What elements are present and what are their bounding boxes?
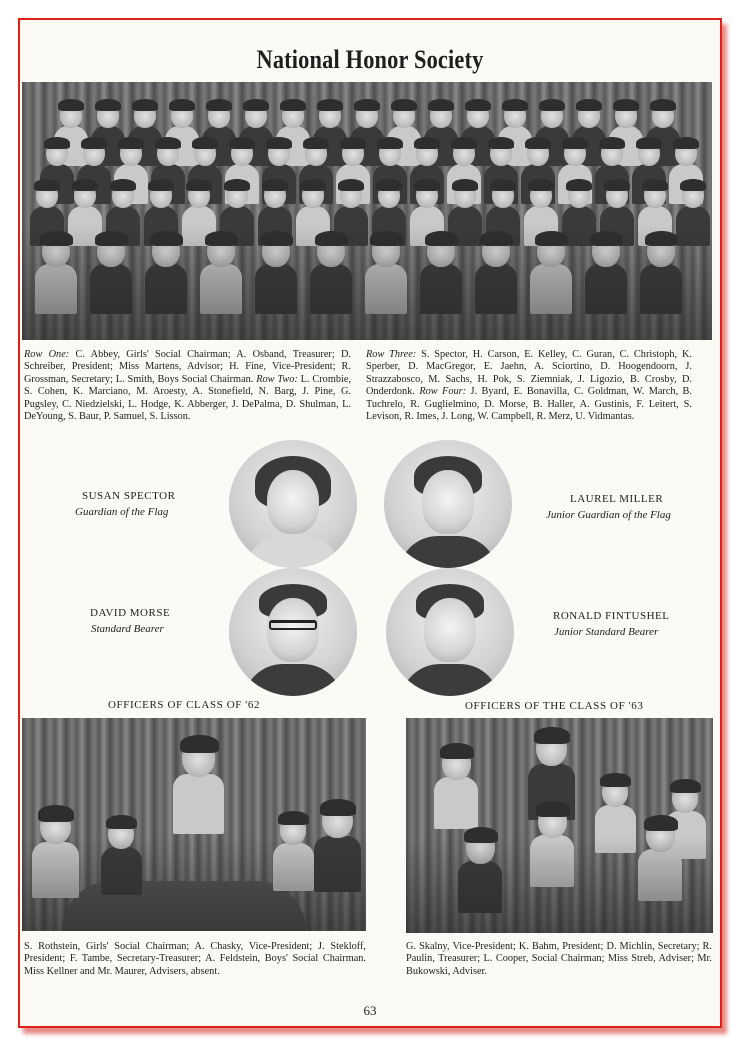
person-head xyxy=(601,140,623,166)
person-head xyxy=(454,182,476,208)
person-hair xyxy=(680,179,706,191)
person-head xyxy=(379,140,401,166)
person-head xyxy=(652,102,674,128)
photo-shadow xyxy=(22,835,366,931)
person-hair xyxy=(576,99,602,111)
person-hair xyxy=(539,99,565,111)
person-hair xyxy=(186,179,212,191)
person-hair xyxy=(243,99,269,111)
person-head xyxy=(302,182,324,208)
person-hair xyxy=(206,99,232,111)
person-head xyxy=(74,182,96,208)
person-hair xyxy=(320,799,356,816)
person-hair xyxy=(278,811,309,825)
row-names: L. Crombie, S. Cohen, K. Marciano, M. Aroesty, A. Stonefield, N. Barg, J. Pine, G. Pugsley, C. Niedzielski, L. Hodge, K. Abberger, J. DePalma, D. Shulman, L. DeYoung, S. Baur, P. Samuel, S. Lisson. xyxy=(24,373,351,423)
portrait-name-fintushel: RONALD FINTUSHEL xyxy=(553,610,670,622)
shoulders xyxy=(400,664,500,696)
person-head xyxy=(319,102,341,128)
person-hair xyxy=(118,137,144,149)
shoulders xyxy=(243,536,343,568)
person-head xyxy=(120,140,142,166)
person-head xyxy=(60,102,82,128)
face xyxy=(267,598,319,662)
officers-63-caption: G. Skalny, Vice-President; K. Bahm, President; D. Michlin, Secretary; R. Paulin, Treasurer; L. Cooper, Social Chairman; Miss Streb, Adviser; Mr. Bukowski, Adviser. xyxy=(406,941,712,977)
person-hair xyxy=(34,179,60,191)
photo-shadow xyxy=(406,836,713,933)
person-head xyxy=(416,140,438,166)
person-hair xyxy=(180,735,219,753)
person-hair xyxy=(72,179,98,191)
person-head xyxy=(541,102,563,128)
group-caption-right xyxy=(366,349,692,423)
person-head xyxy=(490,140,512,166)
person-head xyxy=(245,102,267,128)
row-names: J. Byard, E. Bonavilla, C. Goldman, W. March, B. Tuchrelo, R. Guglielmino, D. Morse, B. Haller, A. Gustinis, F. Leitert, S. Levison, R. Imes, J. Long, W. Campbell, R. Merz, U. Vidmantas. xyxy=(366,386,692,423)
person-hair xyxy=(566,179,592,191)
row-label: Row Three: xyxy=(366,349,417,360)
portrait-role-miller: Junior Guardian of the Flag xyxy=(546,509,671,521)
row-names: C. Abbey, Girls' Social Chairman; A. Osband, Treasurer; D. Schreiber, President; Miss Martens, Advisor; H. Fine, Vice-President; R. Grossman, Secretary; L. Smith, Boys Social Chairman. xyxy=(24,349,351,385)
person-head xyxy=(492,182,514,208)
person-hair xyxy=(600,773,631,787)
portrait-name-spector: SUSAN SPECTOR xyxy=(82,490,176,502)
shoulders xyxy=(398,536,498,568)
person-hair xyxy=(280,99,306,111)
person-head xyxy=(606,182,628,208)
person-hair xyxy=(106,815,137,829)
person-head xyxy=(226,182,248,208)
person-head xyxy=(675,140,697,166)
person-head xyxy=(282,102,304,128)
person-hair xyxy=(528,179,554,191)
page-title: National Honor Society xyxy=(256,45,484,74)
person-head xyxy=(442,746,471,780)
shoulders xyxy=(243,664,343,696)
person-hair xyxy=(534,727,570,744)
portrait-photo-spector xyxy=(229,440,357,568)
person-hair xyxy=(488,137,514,149)
person-hair xyxy=(451,137,477,149)
person-hair xyxy=(266,137,292,149)
face xyxy=(422,470,474,534)
person-hair xyxy=(599,137,625,149)
person-head xyxy=(36,182,58,208)
person-head xyxy=(504,102,526,128)
page-number: 63 xyxy=(363,1003,377,1018)
officers-62-caption: S. Rothstein, Girls' Social Chairman; A. Chasky, Vice-President; J. Stekloff, President; F. Tambe, Secretary-Treasurer; A. Feldstein, Boys' Social Chairman. Miss Kellner and Mr. Maurer, Advisers, absent. xyxy=(24,941,366,977)
person-hair xyxy=(465,99,491,111)
eyeglasses xyxy=(269,620,317,630)
person-hair xyxy=(132,99,158,111)
row-label: Row Four: xyxy=(419,386,467,398)
person-hair xyxy=(670,779,701,793)
person-head xyxy=(268,140,290,166)
person-body xyxy=(173,774,224,834)
person-head xyxy=(564,140,586,166)
person-head xyxy=(83,140,105,166)
person-head xyxy=(393,102,415,128)
person-hair xyxy=(636,137,662,149)
person-hair xyxy=(562,137,588,149)
photo-shadow xyxy=(22,224,712,340)
person-head xyxy=(340,182,362,208)
person-head xyxy=(644,182,666,208)
person-head xyxy=(602,776,628,807)
group-photo xyxy=(22,82,712,340)
portrait-name-miller: LAUREL MILLER xyxy=(570,493,664,505)
person-body xyxy=(434,777,478,829)
person-hair xyxy=(642,179,668,191)
person-hair xyxy=(673,137,699,149)
person-hair xyxy=(148,179,174,191)
person-hair xyxy=(502,99,528,111)
person-head xyxy=(378,182,400,208)
portrait-photo-miller xyxy=(384,440,512,568)
yearbook-page xyxy=(18,18,722,1028)
person-hair xyxy=(428,99,454,111)
person-hair xyxy=(376,179,402,191)
person-head xyxy=(342,140,364,166)
person-hair xyxy=(110,179,136,191)
person-hair xyxy=(81,137,107,149)
person-hair xyxy=(192,137,218,149)
person-hair xyxy=(340,137,366,149)
person-head xyxy=(530,182,552,208)
portrait-role-fintushel: Junior Standard Bearer xyxy=(554,626,659,638)
person-hair xyxy=(613,99,639,111)
person-hair xyxy=(95,99,121,111)
person-head xyxy=(578,102,600,128)
person-head xyxy=(638,140,660,166)
person-hair xyxy=(604,179,630,191)
person-hair xyxy=(169,99,195,111)
person-head xyxy=(97,102,119,128)
person-hair xyxy=(354,99,380,111)
person-head xyxy=(208,102,230,128)
person-hair xyxy=(650,99,676,111)
person-head xyxy=(231,140,253,166)
person-head xyxy=(188,182,210,208)
person-head xyxy=(305,140,327,166)
portrait-photo-morse xyxy=(229,568,357,696)
person-hair xyxy=(338,179,364,191)
portrait-role-spector: Guardian of the Flag xyxy=(75,506,169,518)
person-head xyxy=(194,140,216,166)
person-hair xyxy=(38,805,74,822)
person-hair xyxy=(262,179,288,191)
person-hair xyxy=(155,137,181,149)
officers-63-heading: OFFICERS OF THE CLASS OF '63 xyxy=(465,700,644,712)
person-head xyxy=(416,182,438,208)
person-hair xyxy=(300,179,326,191)
portrait-role-morse: Standard Bearer xyxy=(91,623,164,635)
person-hair xyxy=(536,801,570,817)
person-head xyxy=(356,102,378,128)
person-hair xyxy=(377,137,403,149)
person-head xyxy=(615,102,637,128)
row-label: Row Two: xyxy=(256,373,298,385)
person-hair xyxy=(644,815,678,831)
row-names: S. Spector, H. Carson, E. Kelley, C. Guran, C. Christoph, K. Sperber, D. MacGregor, E. Jaehn, A. Sciortino, D. Hoogendoorn, J. Strazzabosco, M. Sachs, H. Pok, S. Ziemniak, J. Ligozio, B. Crosby, D. Onderdonk. xyxy=(366,349,693,398)
person-hair xyxy=(414,137,440,149)
portrait-name-morse: DAVID MORSE xyxy=(90,607,171,619)
person-head xyxy=(672,782,698,813)
person-hair xyxy=(317,99,343,111)
person-hair xyxy=(224,179,250,191)
person-head xyxy=(134,102,156,128)
officers-62-heading: OFFICERS OF CLASS OF '62 xyxy=(108,699,261,711)
officers-63-photo xyxy=(406,718,713,933)
person-hair xyxy=(58,99,84,111)
face xyxy=(424,598,476,662)
person-hair xyxy=(303,137,329,149)
person-hair xyxy=(391,99,417,111)
person-head xyxy=(150,182,172,208)
person-head xyxy=(536,730,567,766)
person-head xyxy=(112,182,134,208)
person-head xyxy=(453,140,475,166)
person-head xyxy=(322,802,353,838)
person-hair xyxy=(44,137,70,149)
person-hair xyxy=(229,137,255,149)
officers-62-photo xyxy=(22,718,366,931)
person-head xyxy=(538,804,567,838)
face xyxy=(267,470,319,534)
person-head xyxy=(682,182,704,208)
group-caption-left xyxy=(24,349,351,423)
person-head xyxy=(157,140,179,166)
person-head xyxy=(264,182,286,208)
person-hair xyxy=(440,743,474,759)
person-hair xyxy=(452,179,478,191)
person-hair xyxy=(414,179,440,191)
person-head xyxy=(527,140,549,166)
person-head xyxy=(467,102,489,128)
person-hair xyxy=(525,137,551,149)
person-hair xyxy=(490,179,516,191)
row-label: Row One: xyxy=(24,349,70,360)
person-head xyxy=(46,140,68,166)
person-head xyxy=(568,182,590,208)
portrait-photo-fintushel xyxy=(386,568,514,696)
person-head xyxy=(171,102,193,128)
person-head xyxy=(182,738,215,777)
person-head xyxy=(430,102,452,128)
